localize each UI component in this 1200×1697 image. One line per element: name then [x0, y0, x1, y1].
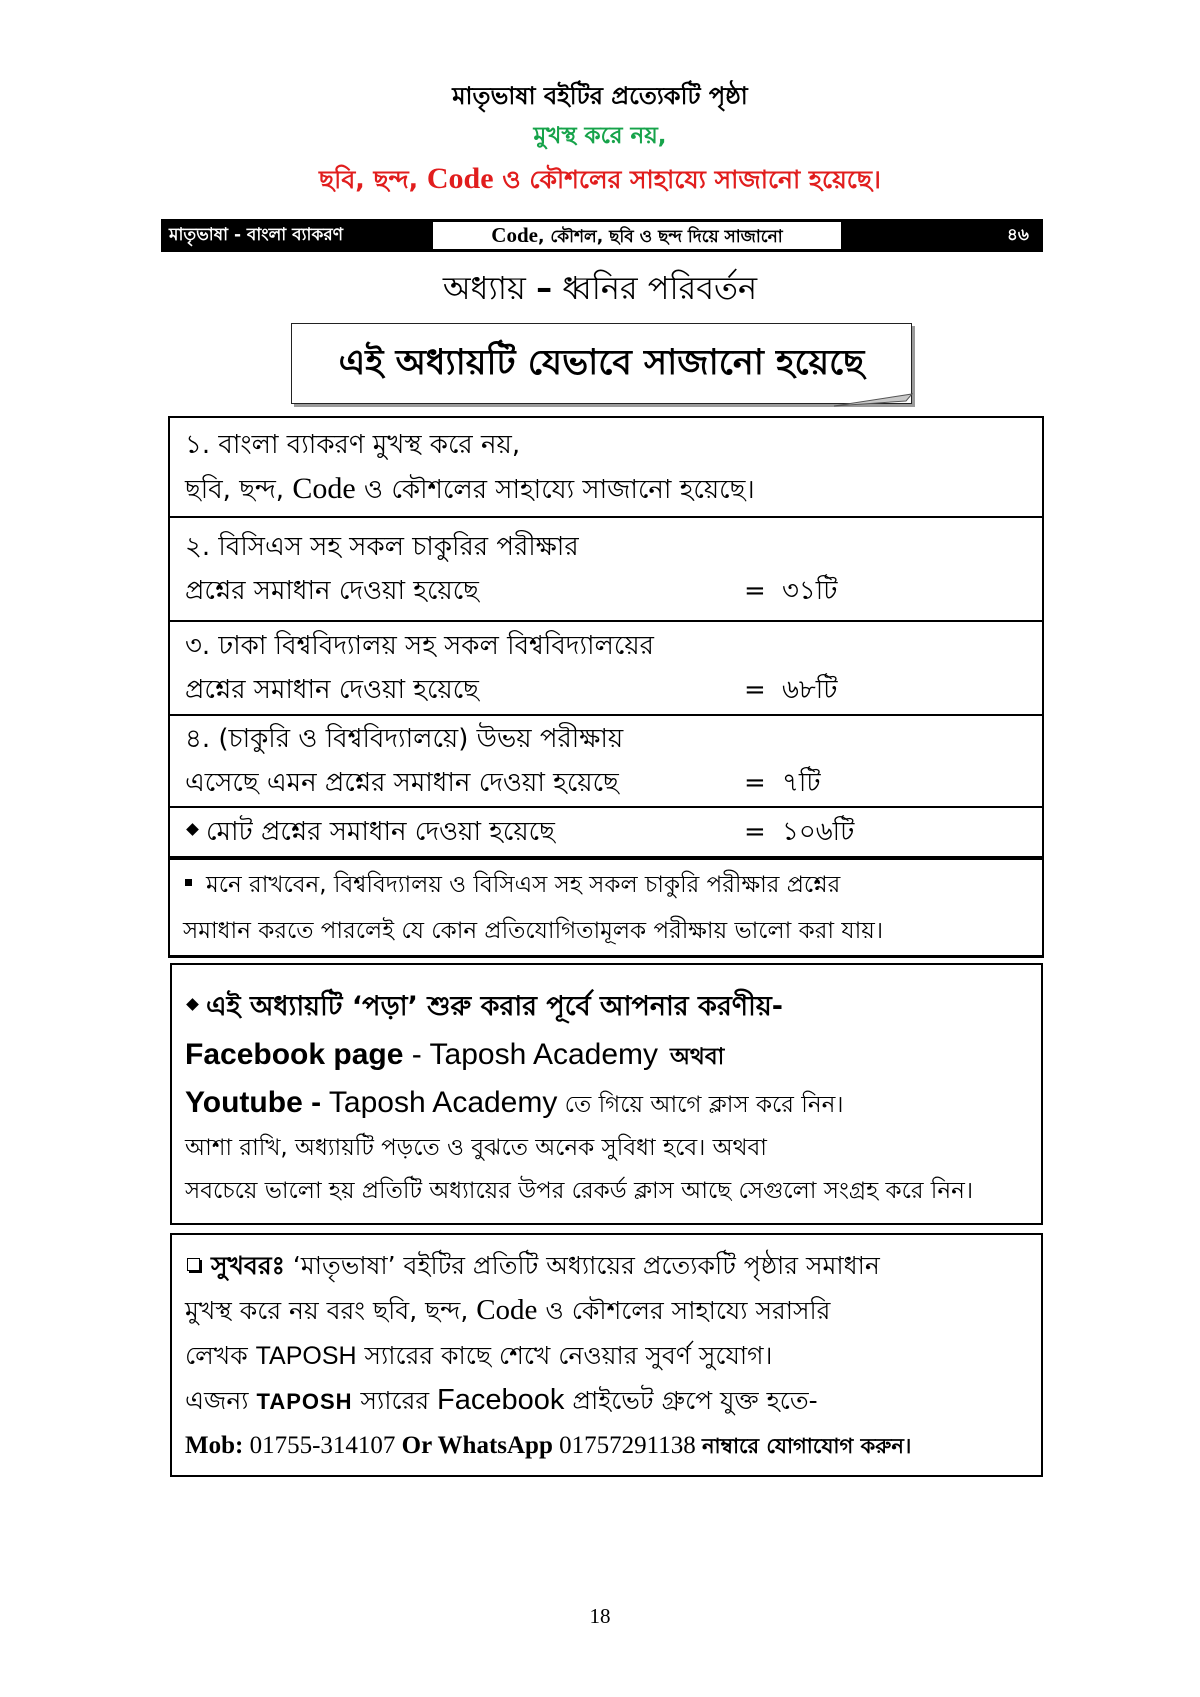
- preparation-heading-text: [185, 983, 783, 1031]
- youtube-label: Youtube -: [185, 1086, 322, 1119]
- good-news-box: [170, 1233, 1043, 1477]
- running-head-bar: [161, 219, 1043, 252]
- preparation-line: [185, 1170, 1029, 1213]
- title-dash: –: [536, 269, 553, 307]
- reminder-line: [183, 862, 1030, 908]
- preparation-text: সবচেয়ে ভালো হয় প্রতিটি অধ্যায়ের উপর রেকর্ড ক্লাস আছে সেগুলো সংগ্রহ করে নিন।: [185, 1178, 974, 1204]
- square-bullet-icon: [185, 879, 192, 886]
- heading-text: এই অধ্যায়টি ‘পড়া’ শুরু করার পূর্বে আপনার করণীয়-: [206, 991, 783, 1022]
- mobile-number: 01755-314107: [243, 1432, 402, 1459]
- promo-heading: [0, 80, 1200, 112]
- preparation-heading: [185, 983, 1029, 1031]
- contact-text: [185, 1423, 911, 1469]
- preparation-line: [185, 1127, 1029, 1170]
- row-text-start: ছবি, ছন্দ,: [185, 475, 293, 505]
- chapter-callout: [291, 323, 912, 404]
- total-question-count: ১০৬টি: [782, 817, 855, 847]
- code-word: Code: [292, 472, 356, 505]
- news-text: [185, 1288, 830, 1333]
- summary-row-label: [185, 668, 730, 712]
- youtube-channel-name: Taposh Academy: [321, 1086, 558, 1119]
- equals-sign: =: [744, 817, 766, 847]
- news-line: [185, 1243, 1029, 1288]
- summary-row-text: [185, 467, 755, 512]
- summary-total-label: [185, 810, 730, 854]
- youtube-instruction: তে গিয়ে আগে ক্লাস করে নিন।: [557, 1092, 844, 1118]
- question-count: ৬৮টি: [782, 675, 838, 705]
- summary-row-line: [185, 467, 1032, 511]
- news-text-4-end: প্রাইভেট গ্রুপে যুক্ত হতে-: [564, 1386, 818, 1415]
- book-subject: মাতৃভাষা - বাংলা ব্যাকরণ: [169, 225, 343, 245]
- news-text: [185, 1333, 772, 1379]
- reminder-line: [183, 908, 1030, 954]
- diamond-bullet-icon: [186, 998, 199, 1011]
- chapter-topic: ধ্বনির পরিবর্তন: [552, 269, 758, 307]
- diamond-bullet-icon: [186, 823, 199, 836]
- youtube-line-text: [185, 1079, 844, 1129]
- mobile-label: Mob:: [185, 1432, 244, 1459]
- news-line: [185, 1333, 1029, 1378]
- callout-title: এই অধ্যায়টি যেভাবে সাজানো হয়েছে: [338, 343, 865, 383]
- tagline-end: ও কৌশলের সাহায্যে সাজানো হয়েছে।: [493, 165, 881, 194]
- summary-total-text: [185, 810, 555, 854]
- equals-sign: =: [744, 768, 766, 798]
- preparation-text: আশা রাখি, অধ্যায়টি পড়তে ও বুঝতে অনেক সুবিধা হবে। অথবা: [185, 1135, 767, 1161]
- code-word: Code: [491, 223, 538, 247]
- summary-row-text: ২. বিসিএস সহ সকল চাকুরির পরীক্ষার: [185, 532, 579, 562]
- facebook-page-label: Facebook page: [185, 1038, 404, 1071]
- page-number: 18: [589, 1604, 611, 1628]
- book-page-number: ৪৬: [1006, 225, 1029, 245]
- summary-row-line: [185, 624, 1032, 668]
- whatsapp-label: Or WhatsApp: [401, 1432, 553, 1459]
- news-text-2-start: মুখস্থ করে নয় বরং ছবি, ছন্দ,: [185, 1296, 477, 1325]
- summary-total-row: [170, 808, 1042, 856]
- summary-row-line: [185, 525, 1032, 569]
- summary-row-label: [185, 761, 730, 805]
- news-text: [185, 1243, 880, 1288]
- question-count: ৩১টি: [782, 576, 838, 606]
- motto-text: , কৌশল, ছবি ও ছন্দ দিয়ে সাজানো: [537, 227, 783, 247]
- summary-row: [170, 418, 1042, 518]
- code-word: Code: [476, 1294, 538, 1326]
- summary-row-text: ১. বাংলা ব্যাকরণ মুখস্থ করে নয়,: [185, 430, 521, 460]
- reminder-note: [168, 858, 1044, 958]
- chapter-title: [0, 268, 1200, 308]
- promo-subheading-text: মুখস্থ করে নয়,: [533, 123, 667, 149]
- contact-line: [185, 1423, 1029, 1468]
- summary-row-line: [185, 668, 1032, 712]
- code-word: Code: [426, 162, 494, 195]
- facebook-page-name: - Taposh Academy: [403, 1038, 658, 1071]
- equals-sign: =: [744, 576, 766, 606]
- preparation-box: [170, 963, 1043, 1225]
- facebook-line-text: [185, 1031, 724, 1081]
- author-name: TAPOSH: [256, 1389, 353, 1414]
- question-count: ৭টি: [782, 768, 821, 798]
- news-text-4-start: এজন্য: [185, 1386, 257, 1415]
- promo-heading-text: মাতৃভাষা বইটির প্রত্যেকটি পৃষ্ঠা: [452, 82, 748, 110]
- summary-row-text: প্রশ্নের সমাধান দেওয়া হয়েছে: [185, 576, 479, 606]
- or-word: অথবা: [670, 1044, 725, 1070]
- reminder-text: [183, 862, 840, 908]
- book-motto-box: [432, 221, 842, 250]
- summary-row: [170, 622, 1042, 716]
- news-text: [185, 1378, 818, 1424]
- summary-table: [168, 416, 1044, 858]
- summary-total-line: [185, 810, 1032, 854]
- news-text-1: ‘মাতৃভাষা’ বইটির প্রতিটি অধ্যায়ের প্রত্যেকটি পৃষ্ঠার সমাধান: [284, 1251, 880, 1280]
- chapter-label: অধ্যায়: [442, 269, 537, 307]
- summary-row-text: ৪. (চাকুরি ও বিশ্ববিদ্যালয়ে) উভয় পরীক্ষায়: [185, 724, 624, 754]
- news-text-2-end: ও কৌশলের সাহায্যে সরাসরি: [537, 1296, 831, 1325]
- reminder-text-1: মনে রাখবেন, বিশ্ববিদ্যালয় ও বিসিএস সহ সকল চাকুরি পরীক্ষার প্রশ্নের: [206, 871, 841, 898]
- summary-row-text: ৩. ঢাকা বিশ্ববিদ্যালয় সহ সকল বিশ্ববিদ্যালয়ের: [185, 631, 654, 661]
- contact-instruction: নাম্বারে যোগাযোগ করুন।: [701, 1434, 912, 1458]
- page-curl-icon: [832, 391, 916, 409]
- author-name: TAPOSH: [255, 1342, 357, 1370]
- good-news-label: সুখবরঃ: [211, 1251, 285, 1280]
- facebook-line: [185, 1031, 1029, 1079]
- news-text-3-end: স্যারের কাছে শেখে নেওয়ার সুবর্ণ সুযোগ।: [356, 1341, 773, 1370]
- news-text-4-mid: স্যারের: [352, 1386, 438, 1415]
- whatsapp-number: 01757291138: [552, 1432, 702, 1459]
- chapter-title-text: [443, 268, 757, 308]
- summary-row-text: প্রশ্নের সমাধান দেওয়া হয়েছে: [185, 675, 479, 705]
- news-text-3-start: লেখক: [185, 1341, 256, 1370]
- summary-row: [170, 716, 1042, 808]
- summary-row-line: [185, 761, 1032, 805]
- youtube-line: [185, 1079, 1029, 1127]
- facebook-platform: Facebook: [437, 1384, 565, 1416]
- news-line: [185, 1378, 1029, 1423]
- promo-tagline: [0, 160, 1200, 198]
- promo-subheading: [0, 120, 1200, 152]
- summary-row-label: [185, 569, 730, 613]
- tagline-start: ছবি, ছন্দ,: [319, 165, 427, 194]
- row-text-end: ও কৌশলের সাহায্যে সাজানো হয়েছে।: [355, 475, 755, 505]
- summary-row-line: [185, 569, 1032, 613]
- news-line: [185, 1288, 1029, 1333]
- total-label: মোট প্রশ্নের সমাধান দেওয়া হয়েছে: [206, 817, 555, 847]
- reminder-text-2: সমাধান করতে পারলেই যে কোন প্রতিযোগিতামূলক পরীক্ষায় ভালো করা যায়।: [183, 917, 884, 944]
- summary-row-line: [185, 423, 1032, 467]
- summary-row-text: এসেছে এমন প্রশ্নের সমাধান দেওয়া হয়েছে: [185, 768, 619, 798]
- equals-sign: =: [744, 675, 766, 705]
- promo-tagline-text: [319, 160, 881, 199]
- summary-row-line: [185, 717, 1032, 761]
- summary-row: [170, 518, 1042, 622]
- checkbox-square-icon: [187, 1258, 200, 1271]
